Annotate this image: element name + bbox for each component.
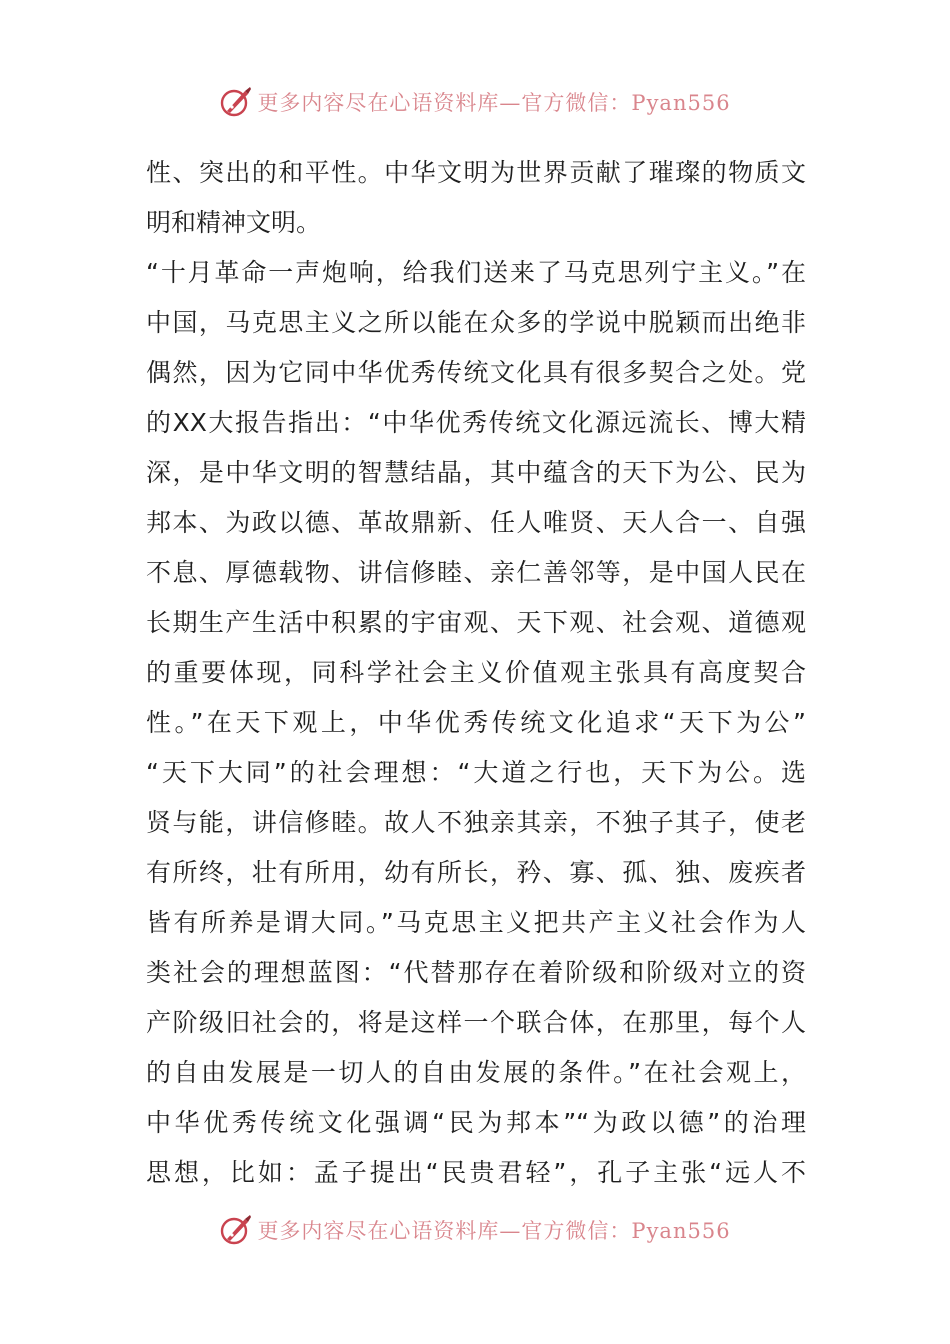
text-line: 的XX大报告指出：“中华优秀传统文化源远流长、博大精 xyxy=(146,408,806,437)
pen-logo-icon xyxy=(219,1213,253,1247)
text-line: 贤与能，讲信修睦。故人不独亲其亲，不独子其子，使老 xyxy=(146,808,806,837)
text-line: 长期生产生活中积累的宇宙观、天下观、社会观、道德观 xyxy=(146,608,806,637)
text-line: 深，是中华文明的智慧结晶，其中蕴含的天下为公、民为 xyxy=(146,458,806,487)
text-line: 不息、厚德载物、讲信修睦、亲仁善邻等，是中国人民在 xyxy=(146,558,806,587)
text-line: “天下大同”的社会理想：“大道之行也，天下为公。选 xyxy=(146,758,806,787)
document-body xyxy=(146,148,806,1198)
text-line: 有所终，壮有所用，幼有所长，矜、寡、孤、独、废疾者 xyxy=(146,858,806,887)
text-line: 产阶级旧社会的，将是这样一个联合体，在那里，每个人 xyxy=(146,1008,806,1037)
text-line: 中国，马克思主义之所以能在众多的学说中脱颖而出绝非 xyxy=(146,308,806,337)
text-line: 类社会的理想蓝图：“代替那存在着阶级和阶级对立的资 xyxy=(146,958,806,987)
footer-watermark-text: 更多内容尽在心语资料库—官方微信：Pyan556 xyxy=(257,1219,731,1243)
text-line: 性。”在天下观上，中华优秀传统文化追求“天下为公” xyxy=(146,708,806,737)
text-line: 中华优秀传统文化强调“民为邦本”“为政以德”的治理 xyxy=(146,1108,806,1137)
text-line: 皆有所养是谓大同。”马克思主义把共产主义社会作为人 xyxy=(146,908,806,937)
text-line: 性、突出的和平性。中华文明为世界贡献了璀璨的物质文 xyxy=(146,158,806,187)
text-line: 思想，比如：孟子提出“民贵君轻”，孔子主张“远人不 xyxy=(146,1158,806,1187)
text-line: 偶然，因为它同中华优秀传统文化具有很多契合之处。党 xyxy=(146,358,806,387)
pen-logo-icon xyxy=(219,85,253,119)
text-line: 明和精神文明。 xyxy=(146,208,322,237)
text-line: 邦本、为政以德、革故鼎新、任人唯贤、天人合一、自强 xyxy=(146,508,806,537)
footer-watermark xyxy=(0,1210,950,1250)
text-line: “十月革命一声炮响，给我们送来了马克思列宁主义。”在 xyxy=(146,258,806,287)
header-watermark-text: 更多内容尽在心语资料库—官方微信：Pyan556 xyxy=(257,91,731,115)
header-watermark xyxy=(0,82,950,122)
text-line: 的自由发展是一切人的自由发展的条件。”在社会观上， xyxy=(146,1058,806,1087)
text-line: 的重要体现，同科学社会主义价值观主张具有高度契合 xyxy=(146,658,806,687)
